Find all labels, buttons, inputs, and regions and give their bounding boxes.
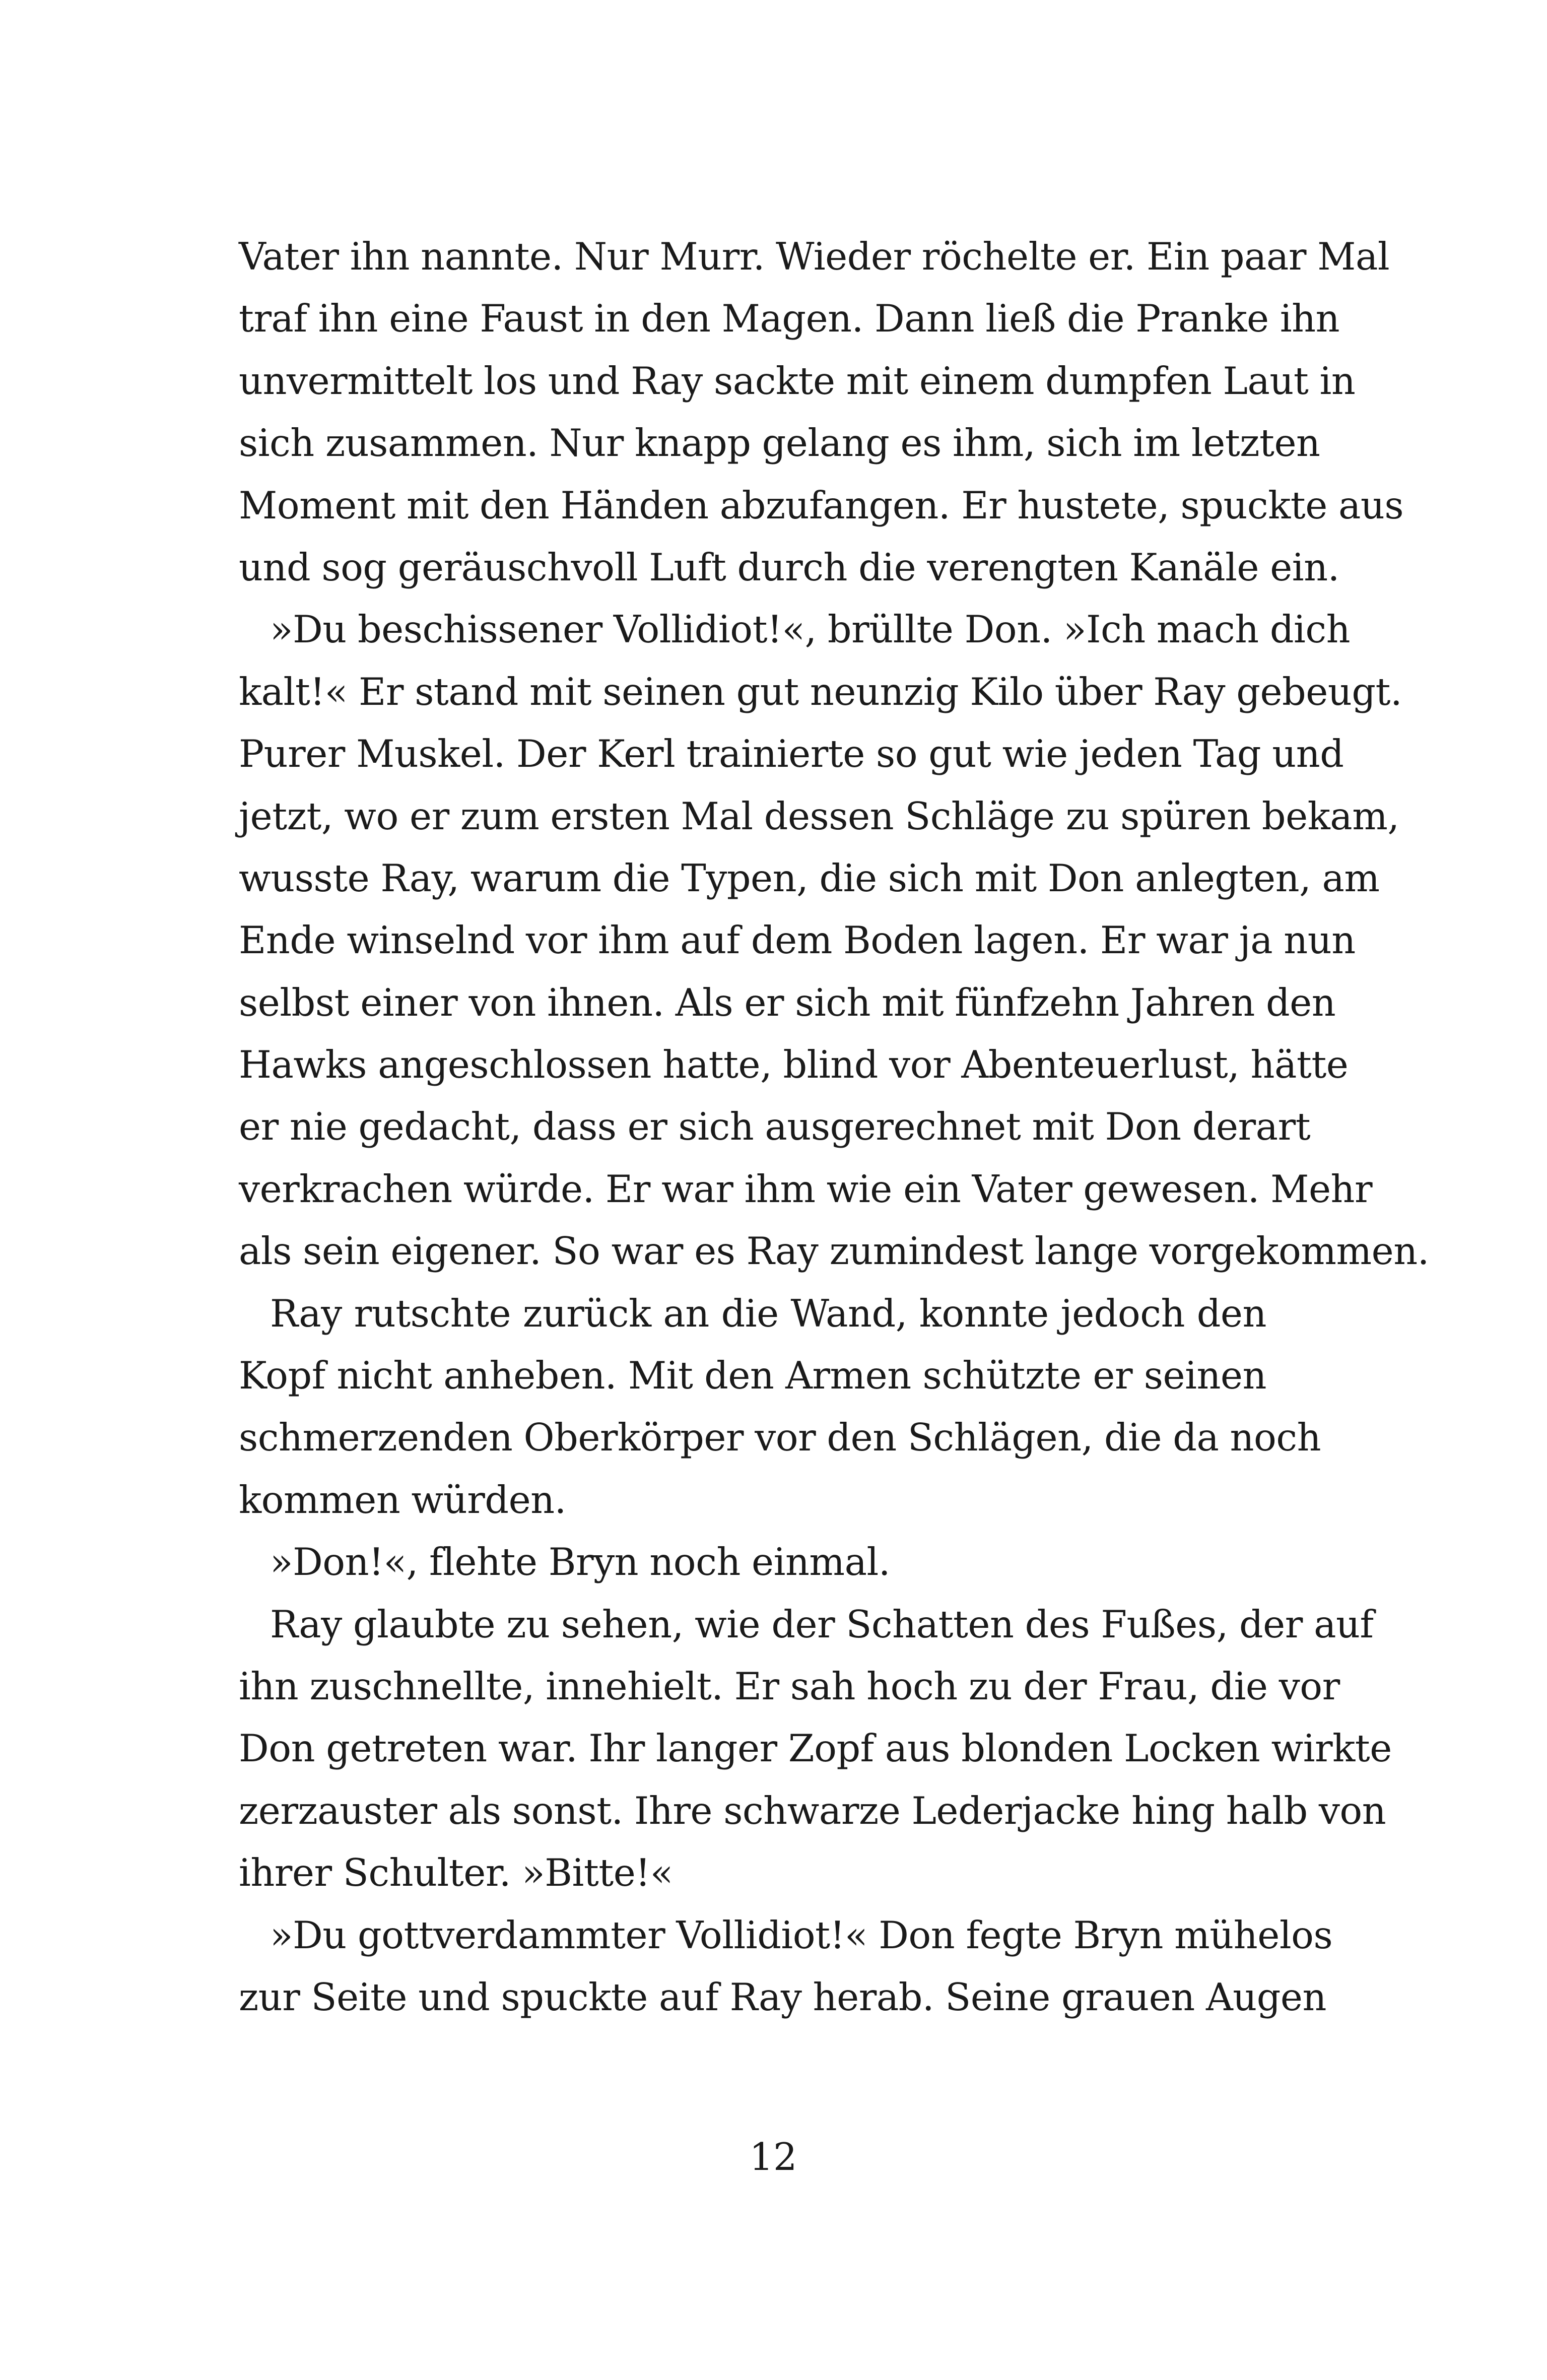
text-line: ihn zuschnellte, innehielt. Er sah hoch zu der Frau, die vor	[239, 1664, 1340, 1708]
text-line: Hawks angeschlossen hatte, blind vor Abenteuerlust, hätte	[239, 1043, 1349, 1087]
text-line: jetzt, wo er zum ersten Mal dessen Schläge zu spüren bekam,	[239, 794, 1399, 838]
paragraph	[239, 1904, 1333, 2029]
text-line: Vater ihn nannte. Nur Murr. Wieder röchelte er. Ein paar Mal	[239, 235, 1390, 279]
text-line: sich zusammen. Nur knapp gelang es ihm, sich im letzten	[239, 421, 1320, 466]
text-line: wusste Ray, warum die Typen, die sich mit Don anlegten, am	[239, 856, 1380, 900]
text-line: selbst einer von ihnen. Als er sich mit fünfzehn Jahren den	[239, 980, 1336, 1025]
text-line: er nie gedacht, dass er sich ausgerechnet mit Don derart	[239, 1105, 1311, 1149]
text-line: Ray rutschte zurück an die Wand, konnte jedoch den	[270, 1291, 1266, 1336]
paragraph	[239, 1531, 1266, 1593]
text-line: »Du gottverdammter Vollidiot!« Don fegte Bryn mühelos	[270, 1913, 1333, 1957]
paragraph	[239, 599, 1429, 1282]
body-text	[239, 226, 1429, 2028]
paragraph	[239, 1594, 1392, 1904]
text-line: schmerzenden Oberkörper vor den Schlägen, die da noch	[239, 1416, 1321, 1460]
text-line: traf ihn eine Faust in den Magen. Dann ließ die Pranke ihn	[239, 297, 1340, 341]
page-number: 12	[749, 2135, 797, 2179]
text-line: als sein eigener. So war es Ray zumindest lange vorgekommen.	[239, 1229, 1429, 1274]
text-line: unvermittelt los und Ray sackte mit einem dumpfen Laut in	[239, 359, 1356, 403]
paragraph	[239, 226, 1404, 599]
text-line: und sog geräuschvoll Luft durch die verengten Kanäle ein.	[239, 545, 1339, 589]
text-line: zerzauster als sonst. Ihre schwarze Lederjacke hing halb von	[239, 1789, 1386, 1833]
paragraph	[239, 1283, 1321, 1532]
text-line: Ende winselnd vor ihm auf dem Boden lagen. Er war ja nun	[239, 918, 1356, 963]
text-line: zur Seite und spuckte auf Ray herab. Seine grauen Augen	[239, 1975, 1326, 2019]
text-line: »Don!«, flehte Bryn noch einmal.	[270, 1540, 891, 1584]
text-line: »Du beschissener Vollidiot!«, brüllte Don. »Ich mach dich	[270, 608, 1351, 652]
text-line: Kopf nicht anheben. Mit den Armen schützte er seinen	[239, 1354, 1266, 1398]
text-line: kalt!« Er stand mit seinen gut neunzig Kilo über Ray gebeugt.	[239, 670, 1402, 714]
text-line: kommen würden.	[239, 1478, 566, 1522]
text-line: Don getreten war. Ihr langer Zopf aus blonden Locken wirkte	[239, 1727, 1392, 1771]
text-line: verkrachen würde. Er war ihm wie ein Vater gewesen. Mehr	[239, 1167, 1373, 1211]
text-line: Moment mit den Händen abzufangen. Er hustete, spuckte aus	[239, 483, 1404, 527]
text-line: Ray glaubte zu sehen, wie der Schatten des Fußes, der auf	[270, 1602, 1374, 1646]
text-line: ihrer Schulter. »Bitte!«	[239, 1851, 673, 1895]
text-line: Purer Muskel. Der Kerl trainierte so gut wie jeden Tag und	[239, 732, 1344, 776]
